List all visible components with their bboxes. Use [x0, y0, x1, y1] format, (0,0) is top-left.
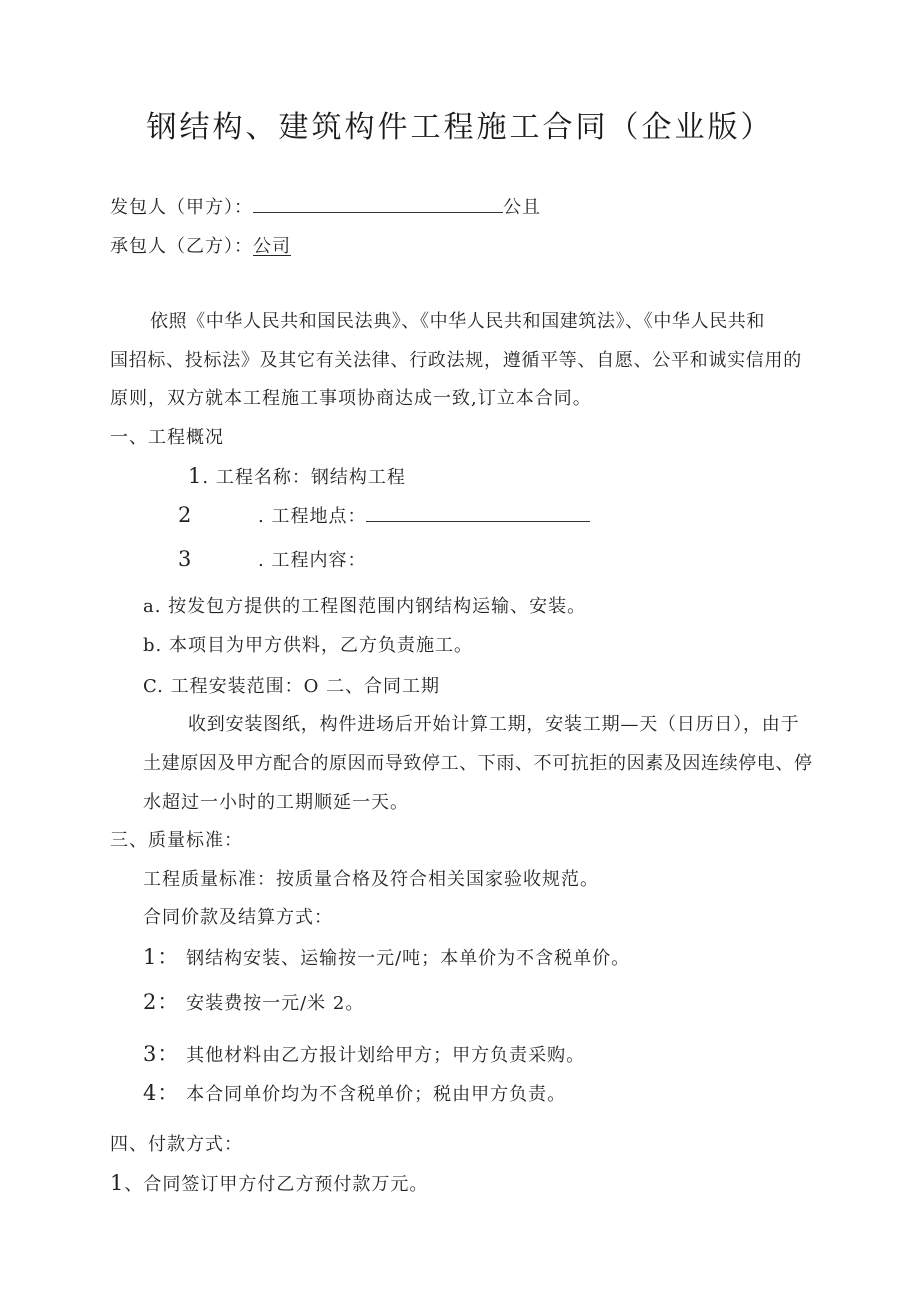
- price-item-4: [143, 1081, 566, 1107]
- price-item-2-number: 2：: [143, 990, 180, 1014]
- preamble-line-1: 依照《中华人民共和国民法典》、《中华人民共和国建筑法》、《中华人民共和: [150, 311, 765, 332]
- schedule-line-1: 收到安装图纸，构件进场后开始计算工期，安装工期—天（日历日），由于: [188, 714, 800, 735]
- price-item-3-number: 3：: [143, 1042, 180, 1066]
- payment-item-1-text: 、合同签订甲方付乙方预付款万元。: [124, 1174, 429, 1195]
- project-name-line: [188, 464, 406, 490]
- price-item-2-text: 安装费按一元/米 2。: [186, 993, 365, 1014]
- price-item-1: [143, 945, 630, 971]
- payment-item-1-number: 1: [110, 1171, 125, 1195]
- section-1-heading: 一、工程概况: [110, 427, 224, 448]
- project-location-line: [258, 505, 590, 529]
- content-item-c: C. 工程安装范围：O 二、合同工期: [143, 676, 441, 697]
- party-a-line: [110, 196, 541, 220]
- price-item-1-number: 1：: [143, 945, 180, 969]
- preamble-line-2: 国招标、投标法》及其它有关法律、行政法规，遵循平等、自愿、公平和诚实信用的: [110, 350, 802, 371]
- project-content-label: . 工程内容：: [258, 550, 367, 571]
- quality-standard: 工程质量标准：按质量合格及符合相关国家验收规范。: [143, 869, 599, 890]
- price-item-2: [143, 990, 364, 1016]
- price-item-4-text: 本合同单价均为不含税单价；税由甲方负责。: [186, 1084, 567, 1105]
- party-b-label: 承包人（乙方）：: [110, 236, 253, 257]
- item-2-number: 2: [178, 503, 193, 527]
- price-heading: 合同价款及结算方式：: [143, 907, 333, 928]
- party-a-label: 发包人（甲方）：: [110, 197, 253, 218]
- project-location-label: . 工程地点：: [258, 506, 367, 527]
- schedule-line-2: 土建原因及甲方配合的原因而导致停工、下雨、不可抗拒的因素及因连续停电、停: [143, 753, 813, 774]
- payment-item-1: [110, 1171, 428, 1197]
- item-3-number: 3: [178, 547, 193, 571]
- schedule-line-3: 水超过一小时的工期顺延一天。: [143, 792, 409, 813]
- party-b-value: 公司: [253, 236, 291, 257]
- party-a-blank: [253, 196, 503, 213]
- content-item-b: b. 本项目为甲方供料，乙方负责施工。: [143, 635, 473, 656]
- section-4-heading: 四、付款方式：: [110, 1134, 243, 1155]
- content-item-a: a. 按发包方提供的工程图范围内钢结构运输、安装。: [143, 596, 587, 617]
- preamble-line-3: 原则，双方就本工程施工事项协商达成一致,订立本合同。: [110, 388, 592, 409]
- project-location-blank: [366, 505, 590, 522]
- price-item-4-number: 4：: [143, 1081, 180, 1105]
- document-title: 钢结构、建筑构件工程施工合同（企业版）: [146, 110, 774, 145]
- party-a-suffix: 公且: [503, 197, 541, 218]
- item-1-number: 1: [188, 464, 203, 488]
- price-item-3: [143, 1042, 585, 1068]
- project-name-text: . 工程名称：钢结构工程: [202, 467, 406, 488]
- party-b-line: [110, 235, 291, 259]
- price-item-1-text: 钢结构安装、运输按一元/吨；本单价为不含税单价。: [186, 948, 631, 969]
- price-item-3-text: 其他材料由乙方报计划给甲方；甲方负责采购。: [186, 1045, 586, 1066]
- section-3-heading: 三、质量标准：: [110, 830, 243, 851]
